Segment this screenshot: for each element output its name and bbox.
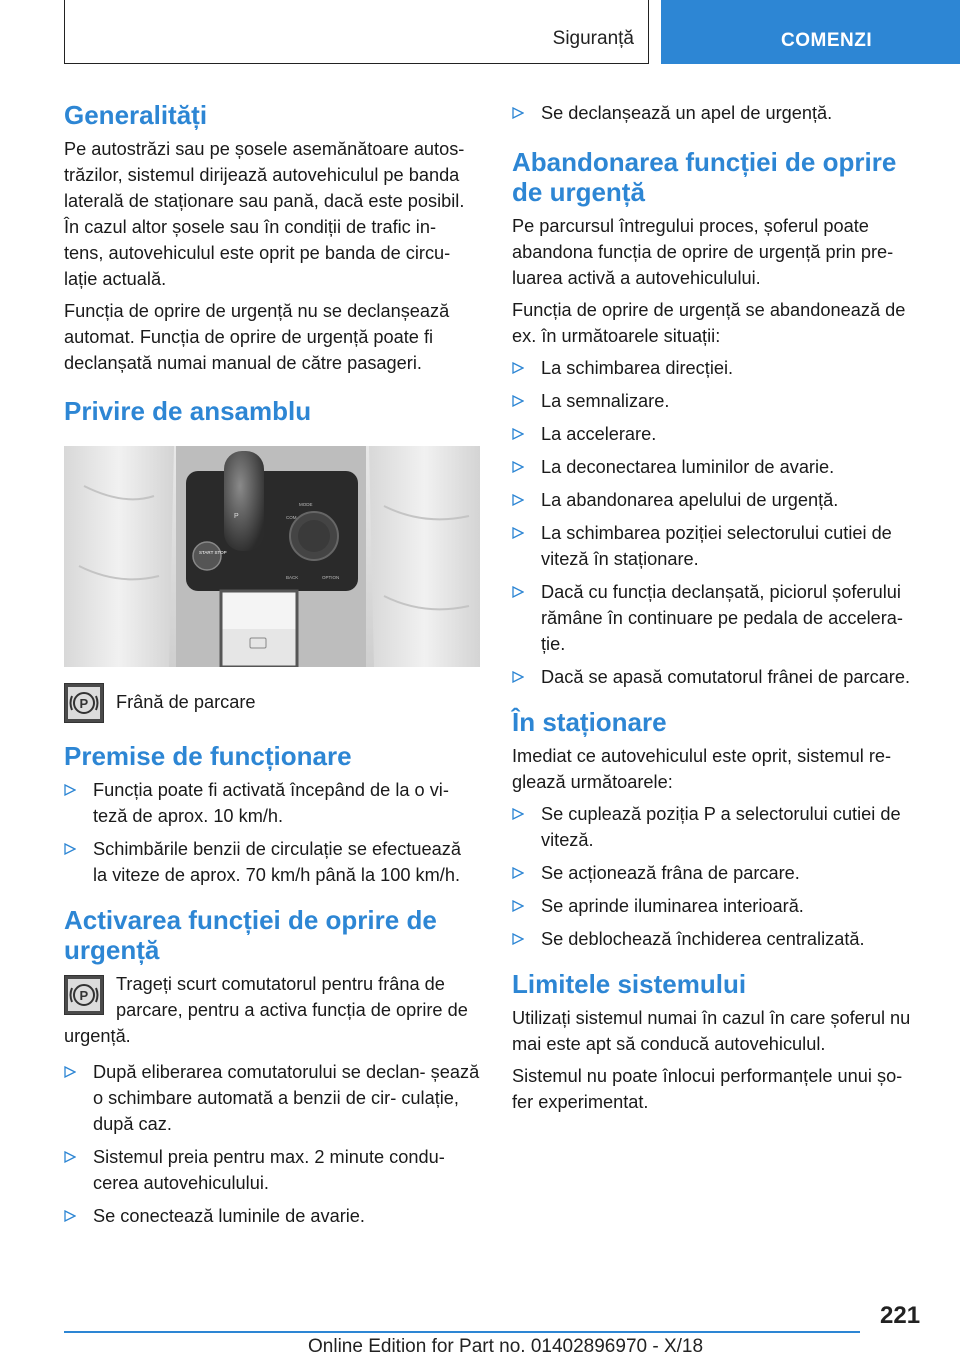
back-label: BACK <box>286 575 299 580</box>
header-chapter-tab[interactable] <box>661 0 960 64</box>
center-console-illustration <box>64 446 480 667</box>
activate-list <box>64 1059 480 1229</box>
paragraph-general-1: Pe autostrăzi sau pe șosele asemănătoare autos- trăzilor, sistemul dirijează autovehiculul pe banda laterală de staționare sau pană, dacă este posibil. În cazul altor șosele sau în condiții de trafic in- tens, autovehiculul este oprit pe banda de circu- lație actuală. <box>64 139 465 289</box>
parking-brake-label: Frână de parcare <box>116 692 256 712</box>
svg-text:P: P <box>79 988 89 1003</box>
list-item: Se acționează frâna de parcare. <box>512 860 924 886</box>
abort-list <box>512 355 924 690</box>
heading-overview: Privire de ansamblu <box>64 396 312 426</box>
header-section-box <box>64 0 649 64</box>
parking-brake-icon <box>64 683 104 723</box>
parking-brake-legend <box>64 681 480 727</box>
paragraph-standstill: Imediat ce autovehiculul este oprit, sistemul re- glează următoarele: <box>512 746 892 792</box>
left-column <box>64 100 480 1236</box>
list-item: Se cuplează poziția P a selectorului cutiei de viteză. <box>512 801 924 853</box>
list-item: Dacă se apasă comutatorul frânei de parcare. <box>512 664 924 690</box>
list-item: La schimbarea direcției. <box>512 355 924 381</box>
start-stop-label: START STOP <box>199 550 227 555</box>
com-label: COM <box>286 515 297 520</box>
paragraph-abort-2: Funcția de oprire de urgență se abandonează de ex. în următoarele situații: <box>512 300 906 346</box>
gear-p-label: P <box>234 513 239 520</box>
heading-general: Generalități <box>64 100 208 130</box>
parking-brake-icon <box>64 975 104 1015</box>
prerequisites-list <box>64 777 480 888</box>
footer-edition: Online Edition for Part no. 01402896970 - X/18 <box>308 1336 704 1357</box>
header-chapter-title: COMENZI <box>781 30 873 51</box>
list-item: După eliberarea comutatorului se declan- șează o schimbare automată a benzii de cir- culație, după caz. <box>64 1059 480 1137</box>
paragraph-limits-1: Utilizați sistemul numai în cazul în care șoferul nu mai este apt să conducă autovehiculul. <box>512 1008 911 1054</box>
heading-activate: Activarea funcției de oprire de urgență <box>64 905 437 965</box>
footer-divider <box>64 1331 860 1333</box>
list-item: Schimbările benzii de circulație se efectuează la viteze de aprox. 70 km/h până la 100 km/h. <box>64 836 480 888</box>
heading-prerequisites: Premise de funcționare <box>64 741 352 771</box>
standstill-list <box>512 801 924 952</box>
heading-abort: Abandonarea funcției de oprire de urgență <box>512 147 897 207</box>
paragraph-limits-2: Sistemul nu poate înlocui performanțele unui șo- fer experimentat. <box>512 1066 903 1112</box>
mode-label: MODE <box>299 502 313 507</box>
activate-instruction <box>64 971 480 1055</box>
paragraph-general-2: Funcția de oprire de urgență nu se declanșează automat. Funcția de oprire de urgență poate fi declanșată numai manual de către pasageri. <box>64 301 450 373</box>
header-section-title: Siguranță <box>552 28 634 49</box>
list-item: La abandonarea apelului de urgență. <box>512 487 924 513</box>
list-item: Funcția poate fi activată începând de la o vi- teză de aprox. 10 km/h. <box>64 777 480 829</box>
activate-text: Trageți scurt comutatorul pentru frâna de parcare, pentru a activa funcția de oprire de urgență. <box>64 974 468 1046</box>
list-item: Se aprinde iluminarea interioară. <box>512 893 924 919</box>
svg-text:P: P <box>79 696 89 711</box>
list-item: Sistemul preia pentru max. 2 minute condu- cerea autovehiculului. <box>64 1144 480 1196</box>
top-list <box>512 100 924 126</box>
list-item: Dacă cu funcția declanșată, piciorul șoferului rămâne în continuare pe pedala de accelera- ție. <box>512 579 924 657</box>
heading-limits: Limitele sistemului <box>512 969 747 999</box>
list-item: La schimbarea poziției selectorului cutiei de viteză în staționare. <box>512 520 924 572</box>
option-label: OPTION <box>322 575 340 580</box>
paragraph-abort-1: Pe parcursul întregului proces, șoferul poate abandona funcția de oprire de urgență prin pre- luarea activă a autovehiculului. <box>512 216 894 288</box>
right-column <box>512 100 924 1121</box>
center-console-photo <box>64 446 480 667</box>
page-number: 221 <box>880 1302 921 1329</box>
list-item: Se deblochează închiderea centralizată. <box>512 926 924 952</box>
list-item: La semnalizare. <box>512 388 924 414</box>
list-item: La accelerare. <box>512 421 924 447</box>
list-item: La deconectarea luminilor de avarie. <box>512 454 924 480</box>
list-item: Se conectează luminile de avarie. <box>64 1203 480 1229</box>
list-item: Se declanșează un apel de urgență. <box>512 100 924 126</box>
heading-standstill: În staționare <box>512 707 667 737</box>
